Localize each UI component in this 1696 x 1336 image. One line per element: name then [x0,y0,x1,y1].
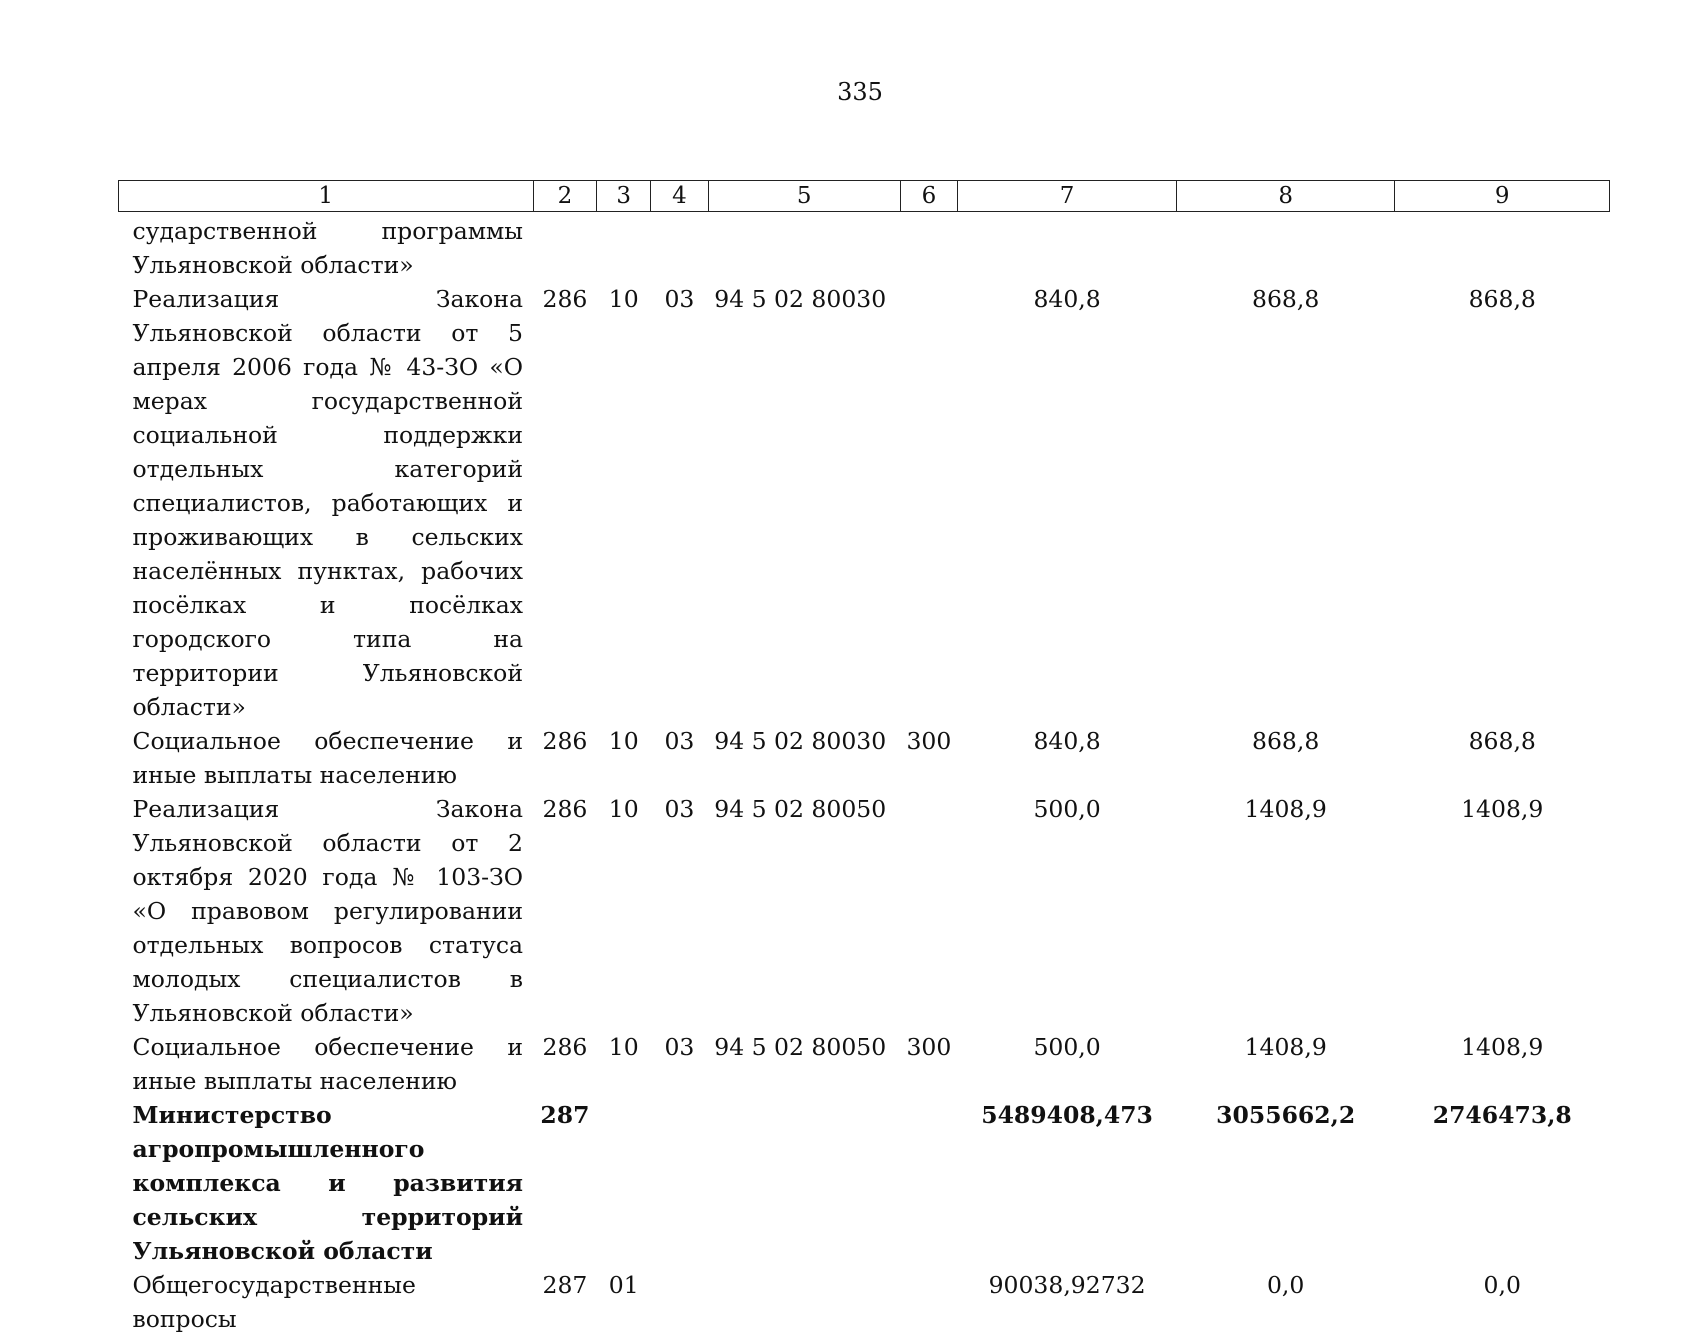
amount-col9-cell [1395,212,1610,283]
amount-col8-cell [1176,212,1395,283]
header-row [119,181,1610,212]
admin-code-cell: 287 [542,1271,588,1299]
page-number: 335 [837,78,883,106]
amount-col9-cell: 868,8 [1468,727,1536,755]
amount-col7-cell: 500,0 [1033,1033,1101,1061]
amount-col9-cell: 0,0 [1483,1271,1521,1299]
admin-code-cell: 287 [540,1101,590,1129]
table-row [119,282,1610,724]
subsection-cell [651,1268,709,1336]
subsection-cell: 03 [664,795,695,823]
col-header-3: 3 [597,181,651,212]
subsection-cell [651,1098,709,1268]
target-article-cell [708,1268,900,1336]
admin-code-cell: 286 [542,285,588,313]
target-article-cell [708,1098,900,1268]
section-cell [597,1098,651,1268]
section-cell: 10 [608,285,639,313]
expense-type-cell [900,792,958,1030]
admin-code-cell: 286 [542,727,588,755]
amount-col9-cell: 1408,9 [1461,1033,1544,1061]
col-header-9: 9 [1395,181,1610,212]
amount-col8-cell: 3055662,2 [1216,1101,1356,1129]
expense-type-cell: 300 [906,1033,952,1061]
admin-code-cell: 286 [542,795,588,823]
subsection-cell: 03 [664,727,695,755]
amount-col7-cell: 90038,92732 [988,1271,1146,1299]
table-row [119,1030,1610,1098]
amount-col7-cell [958,212,1177,283]
col-header-8: 8 [1176,181,1395,212]
subsection-cell: 03 [664,1033,695,1061]
expense-type-cell [900,212,958,283]
target-article-cell: 94 5 02 80050 [714,1033,887,1061]
col-header-5: 5 [708,181,900,212]
table-row [119,1268,1610,1336]
row-name-cell: сударственной программы Ульяновской области» [132,217,523,279]
col-header-1: 1 [119,181,534,212]
target-article-cell: 94 5 02 80030 [714,727,887,755]
target-article-cell: 94 5 02 80050 [714,795,887,823]
admin-code-cell: 286 [542,1033,588,1061]
col-header-4: 4 [651,181,709,212]
amount-col7-cell: 5489408,473 [981,1101,1153,1129]
col-header-7: 7 [958,181,1177,212]
table-row [119,792,1610,1030]
amount-col7-cell: 840,8 [1033,285,1101,313]
row-name-cell: Реализация Закона Ульяновской области от 2 октября 2020 года № 103-ЗО «О правовом регулировании отдельных вопросов статуса молодых специалистов в Ульяновской области» [132,795,523,1027]
target-article-cell [708,212,900,283]
amount-col9-cell: 1408,9 [1461,795,1544,823]
row-name-cell: Реализация Закона Ульяновской области от 5 апреля 2006 года № 43-ЗО «О мерах государственной социальной поддержки отдельных категорий специалистов, работающих и проживающих в сельских населённых пунктах, рабочих посёлках и посёлках городского типа на территории Ульяновской области» [132,285,523,721]
row-name-cell: Общегосударственные вопросы [132,1271,416,1333]
table-row [119,724,1610,792]
expense-type-cell [900,1268,958,1336]
expense-type-cell [900,282,958,724]
admin-code-cell [533,212,597,283]
amount-col7-cell: 500,0 [1033,795,1101,823]
amount-col9-cell: 2746473,8 [1432,1101,1572,1129]
budget-table [118,180,1610,1336]
amount-col8-cell: 868,8 [1252,727,1320,755]
section-cell [597,212,651,283]
amount-col8-cell: 1408,9 [1244,795,1327,823]
subsection-cell: 03 [664,285,695,313]
row-name-cell: Социальное обеспечение и иные выплаты населению [132,1033,523,1095]
section-cell: 10 [608,795,639,823]
row-name-cell: Социальное обеспечение и иные выплаты населению [132,727,523,789]
row-name-cell: Министерство агропромышленного комплекса и развития сельских территорий Ульяновской области [132,1101,523,1265]
subsection-cell [651,212,709,283]
section-cell: 01 [608,1271,639,1299]
section-cell: 10 [608,1033,639,1061]
col-header-6: 6 [900,181,958,212]
amount-col9-cell: 868,8 [1468,285,1536,313]
expense-type-cell: 300 [906,727,952,755]
table-row [119,1098,1610,1268]
table-row [119,212,1610,283]
section-cell: 10 [608,727,639,755]
amount-col8-cell: 868,8 [1252,285,1320,313]
target-article-cell: 94 5 02 80030 [714,285,887,313]
amount-col8-cell: 1408,9 [1244,1033,1327,1061]
amount-col8-cell: 0,0 [1266,1271,1305,1299]
col-header-2: 2 [533,181,597,212]
expense-type-cell [900,1098,958,1268]
amount-col7-cell: 840,8 [1033,727,1101,755]
